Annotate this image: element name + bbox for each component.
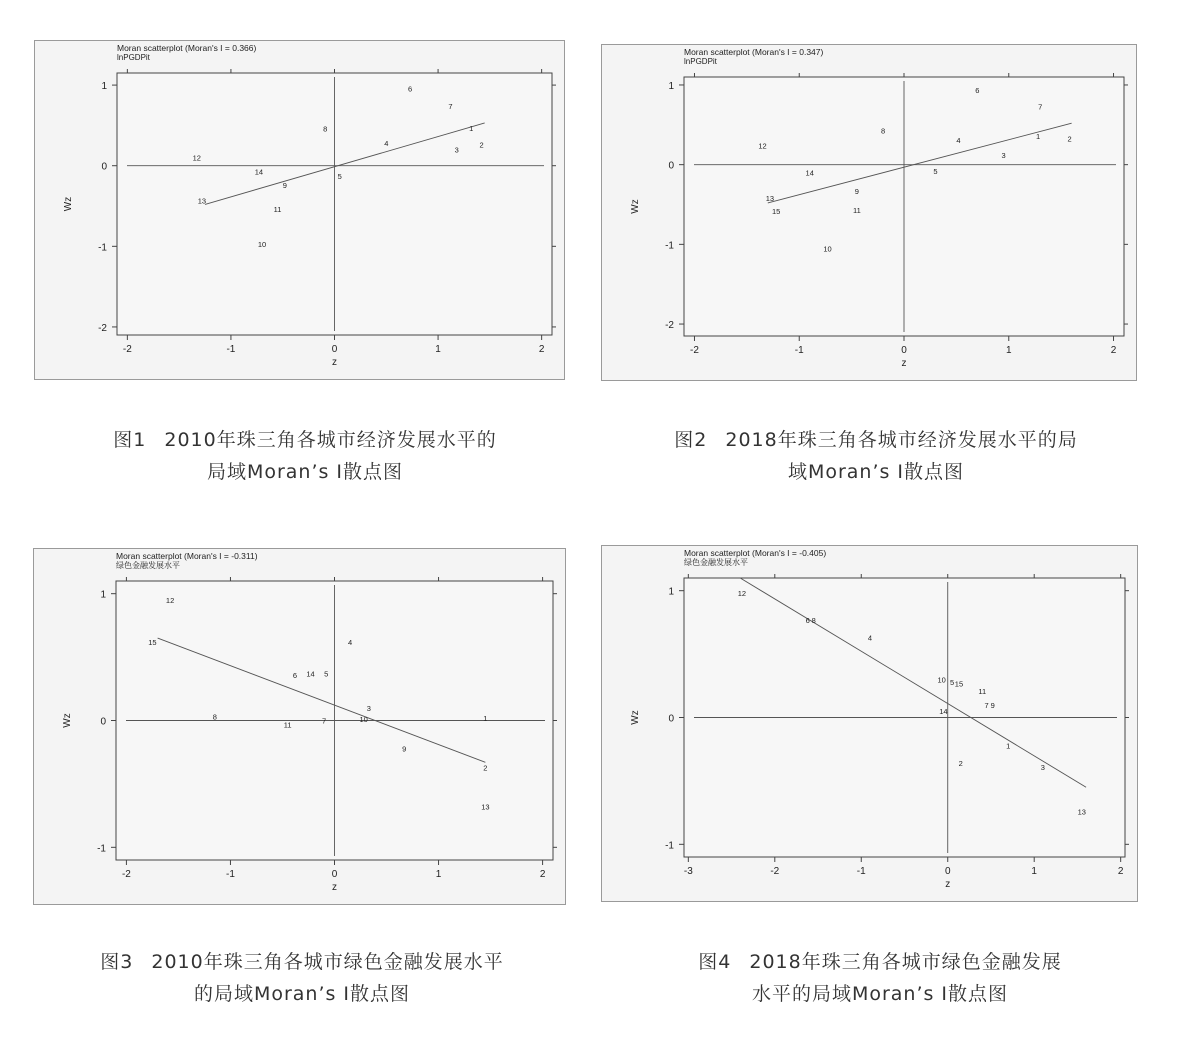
chart-panel-1 xyxy=(34,40,565,380)
y-tick-label: -2 xyxy=(98,322,107,334)
point-label: 11 xyxy=(978,686,987,696)
point-label: 9 xyxy=(402,744,407,754)
figure-caption-1 xyxy=(40,424,570,488)
x-tick-label: -1 xyxy=(794,345,804,356)
point-label: 6 xyxy=(805,615,810,625)
point-label: 10 xyxy=(823,244,832,254)
point-label: 1 xyxy=(469,123,474,133)
point-label: 1 xyxy=(1036,131,1041,141)
point-label: 4 xyxy=(956,135,961,145)
y-tick-label: -1 xyxy=(98,242,107,254)
x-tick-label: 0 xyxy=(331,344,338,355)
point-label: 14 xyxy=(254,167,264,177)
point-label: 1 xyxy=(483,713,488,723)
point-label: 9 xyxy=(854,186,859,196)
point-label: 15 xyxy=(148,637,157,647)
y-tick-label: 1 xyxy=(100,589,106,601)
point-label: 7 xyxy=(322,716,327,726)
point-label: 8 xyxy=(880,126,886,136)
x-tick-label: 1 xyxy=(435,344,441,355)
x-axis-label: z xyxy=(332,882,337,893)
x-tick-label: 0 xyxy=(944,866,951,877)
moran-scatterplot-3 xyxy=(34,549,567,906)
point-label: 3 xyxy=(454,145,459,155)
point-label: 3 xyxy=(366,703,371,713)
x-tick-label: 2 xyxy=(1110,345,1117,356)
point-label: 5 xyxy=(949,677,955,687)
point-label: 10 xyxy=(359,715,368,725)
point-label: 12 xyxy=(758,141,767,151)
x-tick-label: 1 xyxy=(1005,345,1012,356)
point-label: 14 xyxy=(306,669,315,679)
point-label: 9 xyxy=(282,181,287,191)
x-axis-label: z xyxy=(332,357,337,368)
chart-panel-3 xyxy=(33,548,566,905)
caption-number: 图2 xyxy=(674,429,708,451)
point-label: 11 xyxy=(283,720,292,730)
moran-scatterplot-2 xyxy=(602,45,1138,382)
point-label: 7 xyxy=(448,102,453,112)
point-label: 2 xyxy=(479,140,484,150)
chart-subtitle: lnPGDPit xyxy=(684,57,717,66)
point-label: 10 xyxy=(937,675,946,685)
chart-subtitle: 绿色金融发展水平 xyxy=(116,561,180,570)
point-label: 4 xyxy=(348,637,353,647)
point-label: 8 xyxy=(212,712,217,722)
caption-line: 2018年珠三角各城市经济发展水平的局 xyxy=(725,429,1078,451)
x-axis-label: z xyxy=(901,358,907,369)
figure-caption-4 xyxy=(600,946,1160,1010)
moran-scatterplot-4 xyxy=(602,546,1139,903)
caption-number: 图1 xyxy=(113,429,147,451)
caption-line: 水平的局域Moran’s I散点图 xyxy=(751,983,1009,1005)
y-tick-label: -1 xyxy=(665,240,674,252)
caption-line: 的局域Moran’s I散点图 xyxy=(193,983,411,1005)
point-label: 10 xyxy=(257,239,267,249)
point-label: 4 xyxy=(384,139,389,149)
chart-panel-2 xyxy=(601,44,1137,381)
caption-number: 图3 xyxy=(100,951,134,973)
x-tick-label: -2 xyxy=(690,345,699,356)
point-label: 12 xyxy=(192,153,201,163)
y-tick-label: 0 xyxy=(101,161,107,173)
x-tick-label: 2 xyxy=(538,344,545,355)
y-axis-label: Wz xyxy=(62,713,73,728)
x-tick-label: 1 xyxy=(1031,866,1037,877)
point-label: 6 xyxy=(975,85,980,95)
point-label: 5 xyxy=(324,669,329,679)
caption-line: 2010年珠三角各城市经济发展水平的 xyxy=(164,429,497,451)
y-tick-label: 1 xyxy=(668,586,674,598)
y-tick-label: -1 xyxy=(665,840,674,852)
caption-line: 局域Moran’s I散点图 xyxy=(206,461,404,483)
x-tick-label: -3 xyxy=(683,866,693,877)
point-label: 15 xyxy=(954,679,964,689)
point-label: 6 xyxy=(292,670,298,680)
x-tick-label: 2 xyxy=(539,869,546,880)
y-axis-label: Wz xyxy=(630,710,641,725)
figure-caption-3 xyxy=(22,946,582,1010)
point-label: 7 xyxy=(984,700,989,710)
point-label: 8 xyxy=(323,124,328,134)
x-tick-label: -1 xyxy=(226,344,236,355)
point-label: 4 xyxy=(867,633,872,643)
y-tick-label: 0 xyxy=(668,713,674,725)
x-tick-label: 0 xyxy=(331,869,338,880)
point-label: 13 xyxy=(765,194,775,204)
point-label: 1 xyxy=(1006,741,1011,751)
x-tick-label: -1 xyxy=(225,869,235,880)
point-label: 7 xyxy=(1038,102,1043,112)
moran-scatterplot-1 xyxy=(35,41,566,381)
point-label: 6 xyxy=(408,84,413,94)
chart-title: Moran scatterplot (Moran's I = 0.366) xyxy=(117,43,257,53)
x-tick-label: 0 xyxy=(901,345,907,356)
caption-line: 2018年珠三角各城市绿色金融发展 xyxy=(749,951,1062,973)
y-axis-label: Wz xyxy=(63,196,74,212)
y-axis-label: Wz xyxy=(630,199,641,214)
point-label: 13 xyxy=(197,196,207,206)
x-tick-label: 2 xyxy=(1117,866,1124,877)
point-label: 3 xyxy=(1040,762,1045,772)
x-axis-label: z xyxy=(945,879,951,890)
point-label: 5 xyxy=(337,172,342,182)
point-label: 13 xyxy=(481,802,490,812)
y-tick-label: 1 xyxy=(668,80,674,92)
point-label: 15 xyxy=(772,206,781,216)
y-tick-label: 0 xyxy=(668,160,674,172)
point-label: 2 xyxy=(483,763,488,773)
chart-title: Moran scatterplot (Moran's I = -0.311) xyxy=(116,551,258,561)
point-label: 14 xyxy=(805,168,814,178)
x-tick-label: -1 xyxy=(856,866,866,877)
caption-number: 图4 xyxy=(698,951,732,973)
point-label: 2 xyxy=(958,759,963,769)
point-label: 5 xyxy=(933,167,938,177)
x-tick-label: -2 xyxy=(122,344,132,355)
point-label: 12 xyxy=(165,596,175,606)
y-tick-label: 1 xyxy=(101,81,107,93)
point-label: 3 xyxy=(1001,151,1006,161)
x-tick-label: -2 xyxy=(770,866,780,877)
y-tick-label: 0 xyxy=(100,716,106,728)
point-label: 13 xyxy=(1077,807,1086,817)
chart-subtitle: 绿色金融发展水平 xyxy=(684,558,748,567)
y-tick-label: -2 xyxy=(665,320,674,332)
chart-title: Moran scatterplot (Moran's I = 0.347) xyxy=(684,47,824,57)
point-label: 12 xyxy=(737,589,747,599)
point-label: 2 xyxy=(1067,134,1072,144)
point-label: 11 xyxy=(273,205,282,215)
point-label: 8 xyxy=(811,615,816,625)
caption-line: 2010年珠三角各城市绿色金融发展水平 xyxy=(151,951,504,973)
caption-line: 域Moran’s I散点图 xyxy=(787,461,965,483)
point-label: 14 xyxy=(939,707,948,717)
point-label: 11 xyxy=(852,206,861,216)
chart-title: Moran scatterplot (Moran's I = -0.405) xyxy=(684,548,827,558)
y-tick-label: -1 xyxy=(97,843,106,855)
point-label: 9 xyxy=(990,700,995,710)
chart-panel-4 xyxy=(601,545,1138,902)
x-tick-label: -2 xyxy=(121,869,131,880)
x-tick-label: 1 xyxy=(435,869,442,880)
chart-subtitle: lnPGDPit xyxy=(117,53,150,62)
figure-caption-2 xyxy=(596,424,1156,488)
